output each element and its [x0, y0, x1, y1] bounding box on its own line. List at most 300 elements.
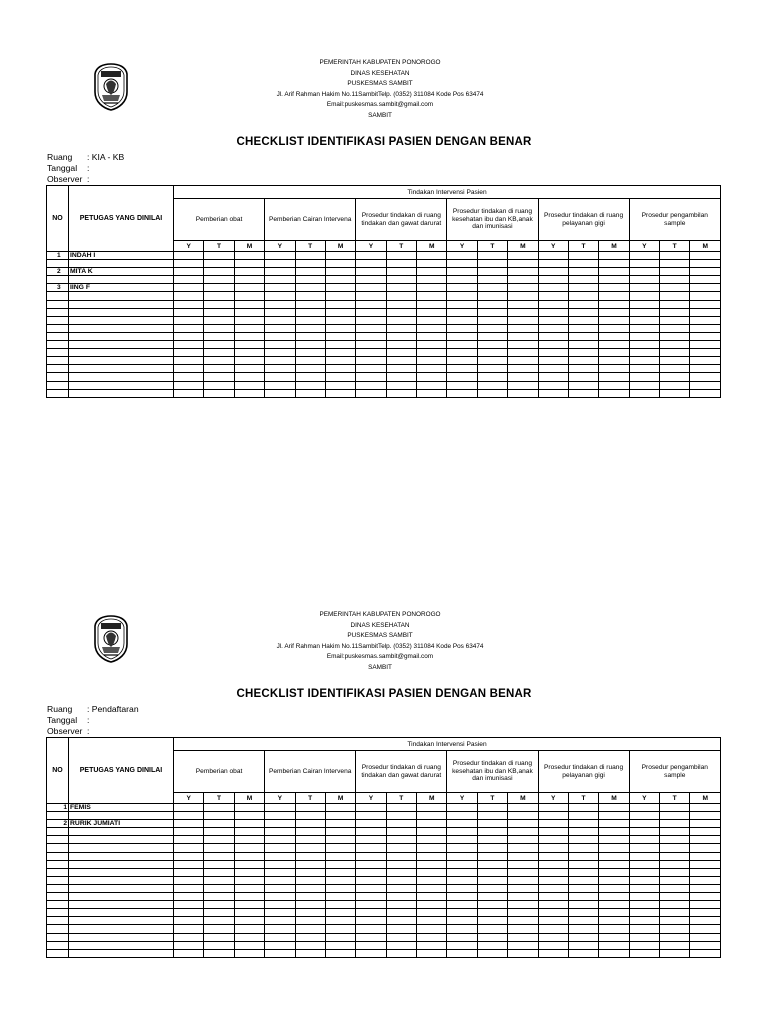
check-cell: [568, 836, 598, 844]
check-cell: [417, 308, 447, 316]
document-title: CHECKLIST IDENTIFIKASI PASIEN DENGAN BENAR: [236, 688, 532, 700]
check-cell: [568, 860, 598, 868]
check-cell: [508, 893, 538, 901]
check-cell: [325, 268, 355, 276]
check-cell: [417, 300, 447, 308]
check-cell: [234, 909, 264, 917]
petugas-name-cell: RURIK JUMIATI: [69, 820, 174, 828]
check-cell: [447, 349, 477, 357]
check-cell: [356, 828, 386, 836]
check-cell: [174, 836, 204, 844]
check-cell: [447, 292, 477, 300]
check-cell: [599, 316, 629, 324]
check-cell: [447, 925, 477, 933]
check-cell: [660, 389, 690, 397]
check-cell: [295, 828, 325, 836]
letterhead-line: SAMBIT: [368, 663, 392, 671]
check-cell: [204, 917, 234, 925]
check-cell: [356, 341, 386, 349]
check-cell: [538, 252, 568, 260]
check-cell: [356, 844, 386, 852]
check-cell: [174, 349, 204, 357]
check-cell: [174, 341, 204, 349]
check-cell: [174, 949, 204, 957]
check-cell: [690, 828, 721, 836]
table-row: [47, 365, 721, 373]
check-cell: [295, 876, 325, 884]
check-cell: [204, 389, 234, 397]
check-cell: [447, 252, 477, 260]
petugas-name-cell: [69, 316, 174, 324]
check-cell: [599, 917, 629, 925]
col-petugas-header: PETUGAS YANG DINILAI: [69, 186, 174, 252]
check-cell: [508, 300, 538, 308]
check-cell: [660, 941, 690, 949]
check-cell: [295, 812, 325, 820]
check-cell: [386, 260, 416, 268]
check-cell: [629, 292, 659, 300]
check-cell: [356, 836, 386, 844]
check-cell: [356, 884, 386, 892]
tanggal-value: :: [87, 714, 90, 725]
ruang-label: Ruang: [47, 704, 73, 714]
check-cell: [477, 868, 507, 876]
ruang-row: [47, 704, 139, 715]
check-cell: [508, 812, 538, 820]
petugas-name-cell: [69, 868, 174, 876]
row-number-cell: [47, 389, 69, 397]
check-cell: [325, 389, 355, 397]
check-cell: [660, 949, 690, 957]
check-cell: [690, 292, 721, 300]
check-cell: [629, 316, 659, 324]
check-cell: [538, 941, 568, 949]
check-cell: [447, 852, 477, 860]
check-cell: [599, 941, 629, 949]
check-cell: [356, 357, 386, 365]
check-cell: [660, 844, 690, 852]
check-cell: [417, 884, 447, 892]
check-cell: [538, 901, 568, 909]
observer-value: :: [87, 725, 90, 736]
check-cell: [508, 308, 538, 316]
check-cell: [356, 349, 386, 357]
check-cell: [265, 909, 295, 917]
check-cell: [660, 284, 690, 292]
check-cell: [204, 349, 234, 357]
ytm-header-cell: Y: [629, 241, 659, 252]
ytm-header-cell: M: [234, 241, 264, 252]
check-cell: [325, 260, 355, 268]
check-cell: [417, 868, 447, 876]
check-cell: [508, 365, 538, 373]
check-cell: [325, 820, 355, 828]
check-cell: [629, 324, 659, 332]
check-cell: [174, 300, 204, 308]
check-cell: [386, 308, 416, 316]
check-cell: [629, 276, 659, 284]
check-cell: [538, 341, 568, 349]
check-cell: [204, 876, 234, 884]
check-cell: [660, 260, 690, 268]
check-cell: [477, 836, 507, 844]
table-row: [47, 868, 721, 876]
check-cell: [447, 308, 477, 316]
check-cell: [325, 844, 355, 852]
check-cell: [477, 300, 507, 308]
check-cell: [234, 357, 264, 365]
petugas-name-cell: [69, 812, 174, 820]
check-cell: [538, 332, 568, 340]
check-cell: [204, 909, 234, 917]
check-cell: [477, 828, 507, 836]
check-cell: [325, 284, 355, 292]
check-cell: [234, 893, 264, 901]
petugas-name-cell: [69, 949, 174, 957]
check-cell: [538, 373, 568, 381]
check-cell: [660, 836, 690, 844]
check-cell: [568, 852, 598, 860]
check-cell: [417, 260, 447, 268]
check-cell: [265, 365, 295, 373]
check-cell: [295, 365, 325, 373]
check-cell: [234, 884, 264, 892]
check-cell: [386, 836, 416, 844]
check-cell: [508, 268, 538, 276]
check-cell: [568, 316, 598, 324]
check-cell: [629, 925, 659, 933]
check-cell: [417, 828, 447, 836]
check-cell: [174, 852, 204, 860]
check-cell: [629, 860, 659, 868]
check-cell: [265, 836, 295, 844]
check-cell: [477, 876, 507, 884]
check-cell: [204, 852, 234, 860]
check-cell: [660, 820, 690, 828]
check-cell: [508, 804, 538, 812]
ytm-header-cell: M: [325, 793, 355, 804]
ytm-header-cell: Y: [356, 241, 386, 252]
check-cell: [265, 381, 295, 389]
letterhead-line: Email:puskesmas.sambit@gmail.com: [326, 101, 434, 109]
check-cell: [356, 324, 386, 332]
check-cell: [690, 812, 721, 820]
check-cell: [568, 260, 598, 268]
check-cell: [599, 949, 629, 957]
check-cell: [386, 868, 416, 876]
check-cell: [356, 852, 386, 860]
table-row: [47, 389, 721, 397]
check-cell: [386, 373, 416, 381]
check-cell: [174, 276, 204, 284]
check-cell: [417, 268, 447, 276]
check-cell: [690, 804, 721, 812]
letterhead-line: PEMERINTAH KABUPATEN PONOROGO: [319, 611, 441, 618]
check-cell: [508, 341, 538, 349]
check-cell: [690, 268, 721, 276]
check-cell: [477, 357, 507, 365]
check-cell: [295, 884, 325, 892]
check-cell: [325, 349, 355, 357]
check-cell: [204, 316, 234, 324]
check-cell: [295, 925, 325, 933]
check-cell: [538, 852, 568, 860]
check-cell: [508, 884, 538, 892]
ytm-header-cell: Y: [538, 793, 568, 804]
check-cell: [325, 828, 355, 836]
check-cell: [660, 925, 690, 933]
check-cell: [477, 893, 507, 901]
petugas-name-cell: [69, 836, 174, 844]
check-cell: [660, 308, 690, 316]
check-cell: [234, 389, 264, 397]
check-cell: [174, 804, 204, 812]
check-cell: [629, 252, 659, 260]
check-cell: [325, 917, 355, 925]
check-cell: [417, 276, 447, 284]
check-cell: [599, 812, 629, 820]
check-cell: [295, 933, 325, 941]
check-cell: [386, 389, 416, 397]
table-row: [47, 941, 721, 949]
check-cell: [356, 876, 386, 884]
check-cell: [204, 828, 234, 836]
check-cell: [660, 909, 690, 917]
check-cell: [568, 828, 598, 836]
check-cell: [325, 308, 355, 316]
check-cell: [234, 341, 264, 349]
check-cell: [386, 933, 416, 941]
petugas-name-cell: [69, 373, 174, 381]
check-cell: [234, 949, 264, 957]
table-row: [47, 268, 721, 276]
check-cell: [174, 812, 204, 820]
check-cell: [417, 381, 447, 389]
check-cell: [508, 332, 538, 340]
check-cell: [386, 300, 416, 308]
observer-row: [47, 174, 124, 185]
check-cell: [204, 933, 234, 941]
table-row: [47, 933, 721, 941]
check-cell: [417, 941, 447, 949]
check-cell: [538, 268, 568, 276]
check-cell: [568, 917, 598, 925]
ytm-header-cell: T: [204, 793, 234, 804]
check-cell: [234, 844, 264, 852]
row-number-cell: [47, 941, 69, 949]
subheader-cell: Prosedur tindakan di ruang tindakan dan gawat darurat: [356, 199, 447, 241]
check-cell: [295, 389, 325, 397]
check-cell: [538, 884, 568, 892]
check-cell: [417, 332, 447, 340]
ponorogo-regency-emblem-icon: [92, 62, 130, 112]
check-cell: [599, 260, 629, 268]
check-cell: [174, 389, 204, 397]
check-cell: [477, 917, 507, 925]
check-cell: [599, 820, 629, 828]
check-cell: [508, 860, 538, 868]
check-cell: [386, 804, 416, 812]
check-cell: [629, 284, 659, 292]
check-cell: [538, 860, 568, 868]
check-cell: [629, 909, 659, 917]
check-cell: [356, 292, 386, 300]
table-row: [47, 893, 721, 901]
check-cell: [660, 884, 690, 892]
check-cell: [629, 300, 659, 308]
check-cell: [325, 868, 355, 876]
check-cell: [629, 381, 659, 389]
check-cell: [417, 949, 447, 957]
check-cell: [599, 828, 629, 836]
check-cell: [356, 260, 386, 268]
check-cell: [447, 917, 477, 925]
check-cell: [295, 341, 325, 349]
check-cell: [477, 341, 507, 349]
petugas-name-cell: [69, 357, 174, 365]
tanggal-label: Tanggal: [47, 714, 78, 725]
letterhead: [230, 58, 530, 122]
check-cell: [417, 316, 447, 324]
check-cell: [295, 292, 325, 300]
check-cell: [447, 300, 477, 308]
check-cell: [174, 820, 204, 828]
check-cell: [477, 365, 507, 373]
check-cell: [295, 844, 325, 852]
ytm-header-cell: T: [477, 793, 507, 804]
check-cell: [538, 949, 568, 957]
check-cell: [417, 341, 447, 349]
check-cell: [538, 917, 568, 925]
check-cell: [204, 860, 234, 868]
check-cell: [386, 349, 416, 357]
check-cell: [629, 941, 659, 949]
check-cell: [690, 300, 721, 308]
petugas-name-cell: [69, 276, 174, 284]
ytm-header-cell: M: [508, 241, 538, 252]
check-cell: [265, 820, 295, 828]
check-cell: [234, 804, 264, 812]
check-cell: [234, 381, 264, 389]
check-cell: [538, 316, 568, 324]
check-cell: [599, 876, 629, 884]
ytm-header-cell: Y: [538, 241, 568, 252]
check-cell: [356, 868, 386, 876]
check-cell: [599, 909, 629, 917]
check-cell: [477, 852, 507, 860]
check-cell: [508, 876, 538, 884]
table-row: [47, 949, 721, 957]
check-cell: [599, 884, 629, 892]
check-cell: [508, 925, 538, 933]
check-cell: [660, 852, 690, 860]
check-cell: [204, 820, 234, 828]
check-cell: [568, 389, 598, 397]
check-cell: [386, 893, 416, 901]
check-cell: [690, 284, 721, 292]
group-header: Tindakan Intervensi Pasien: [174, 738, 721, 751]
ytm-header-cell: Y: [356, 793, 386, 804]
check-cell: [234, 836, 264, 844]
check-cell: [508, 389, 538, 397]
check-cell: [386, 901, 416, 909]
check-cell: [386, 909, 416, 917]
check-cell: [477, 268, 507, 276]
check-cell: [417, 901, 447, 909]
check-cell: [417, 917, 447, 925]
row-number-cell: [47, 893, 69, 901]
check-cell: [356, 284, 386, 292]
check-cell: [174, 941, 204, 949]
check-cell: [265, 316, 295, 324]
ytm-header-cell: T: [660, 241, 690, 252]
check-cell: [568, 284, 598, 292]
check-cell: [508, 844, 538, 852]
check-cell: [265, 852, 295, 860]
ytm-header-cell: Y: [629, 793, 659, 804]
check-cell: [174, 925, 204, 933]
row-number-cell: [47, 292, 69, 300]
check-cell: [629, 852, 659, 860]
check-cell: [568, 876, 598, 884]
check-cell: [295, 357, 325, 365]
check-cell: [356, 933, 386, 941]
check-cell: [690, 365, 721, 373]
check-cell: [417, 284, 447, 292]
check-cell: [174, 876, 204, 884]
check-cell: [660, 332, 690, 340]
ytm-header-cell: T: [386, 793, 416, 804]
check-cell: [174, 357, 204, 365]
check-cell: [568, 341, 598, 349]
check-cell: [477, 389, 507, 397]
check-cell: [447, 836, 477, 844]
check-cell: [568, 868, 598, 876]
check-cell: [356, 389, 386, 397]
petugas-name-cell: [69, 292, 174, 300]
subheader-cell: Prosedur pengambilan sample: [629, 751, 720, 793]
check-cell: [386, 949, 416, 957]
check-cell: [538, 844, 568, 852]
row-number-cell: [47, 812, 69, 820]
check-cell: [325, 860, 355, 868]
check-cell: [477, 292, 507, 300]
check-cell: [386, 276, 416, 284]
check-cell: [629, 884, 659, 892]
check-cell: [234, 917, 264, 925]
check-cell: [629, 893, 659, 901]
check-cell: [386, 268, 416, 276]
check-cell: [447, 365, 477, 373]
check-cell: [265, 876, 295, 884]
check-cell: [477, 901, 507, 909]
check-cell: [599, 836, 629, 844]
check-cell: [174, 884, 204, 892]
check-cell: [325, 909, 355, 917]
table-row: [47, 284, 721, 292]
row-number-cell: [47, 933, 69, 941]
check-cell: [660, 868, 690, 876]
letterhead-line: DINAS KESEHATAN: [350, 621, 410, 629]
check-cell: [508, 316, 538, 324]
check-cell: [690, 893, 721, 901]
check-cell: [265, 373, 295, 381]
check-cell: [234, 941, 264, 949]
row-number-cell: [47, 300, 69, 308]
check-cell: [417, 909, 447, 917]
check-cell: [690, 389, 721, 397]
check-cell: [234, 268, 264, 276]
